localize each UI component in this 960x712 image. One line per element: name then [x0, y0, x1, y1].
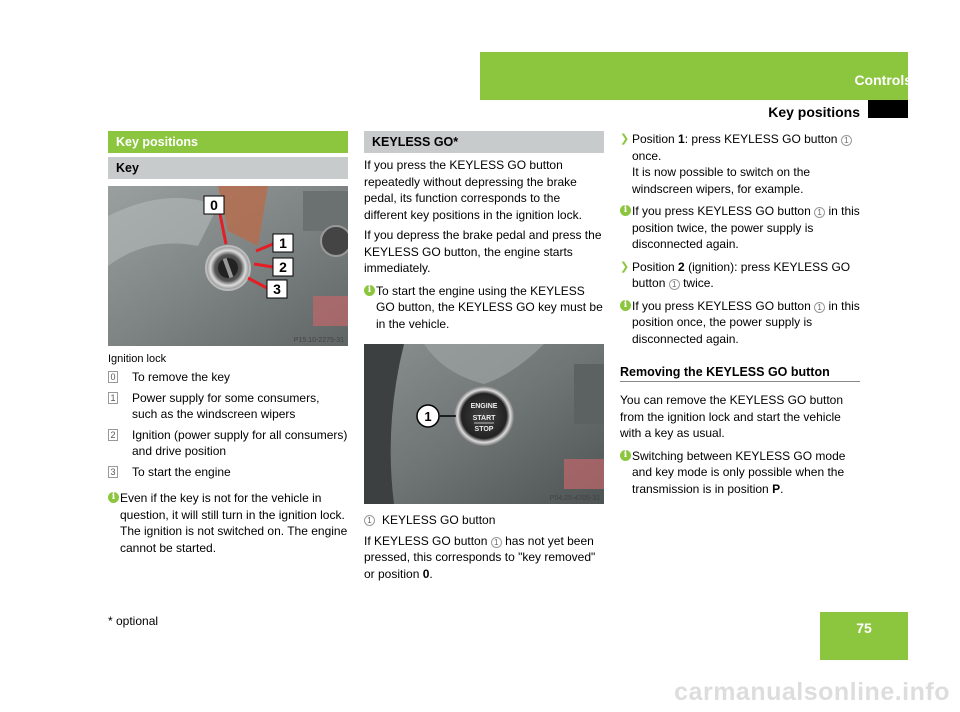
- legend-item: [108, 369, 348, 386]
- info-text: Even if the key is not for the vehicle in question, it will still turn in the ignition lock. The ignition is not switched on. The engine cannot be started.: [120, 491, 348, 555]
- photo-label-2: 2: [279, 259, 287, 275]
- paragraph: If KEYLESS GO button 1 has not yet been pressed, this corresponds to "key removed" or position 0.: [364, 533, 596, 581]
- header-marker: [868, 100, 908, 118]
- middle-column: [364, 131, 604, 582]
- info-note: [364, 283, 604, 333]
- section-title: Key positions: [108, 131, 348, 153]
- callout-circle: 1: [841, 135, 852, 146]
- photo-label-3: 3: [273, 281, 281, 297]
- callout-circle: 1: [669, 279, 680, 290]
- legend-key: 0: [108, 371, 118, 383]
- right-column: [620, 131, 860, 497]
- legend-text: To remove the key: [132, 370, 231, 384]
- header-title: Key positions: [768, 104, 860, 120]
- button-engine-text: ENGINE: [470, 403, 498, 410]
- left-column: [108, 131, 348, 556]
- button-start-text: START: [472, 415, 496, 422]
- step-arrow-icon: ❯: [620, 260, 630, 273]
- legend-key: 1: [108, 392, 118, 404]
- legend-item: [108, 427, 348, 460]
- info-note: [108, 490, 348, 556]
- header-band: [480, 52, 908, 100]
- legend-item: [364, 512, 604, 529]
- header-section: Controls: [854, 72, 912, 88]
- step-arrow-icon: ❯: [620, 133, 630, 145]
- step-item: ❯ Position 2 (ignition): press KEYLESS GO button 1 twice.: [620, 259, 851, 290]
- info-note: i If you press KEYLESS GO button 1 in this position twice, the power supply is disconnected again.: [620, 203, 860, 253]
- button-stop-text: STOP: [474, 426, 494, 433]
- legend-text: Power supply for some consumers, such as the windscreen wipers: [132, 390, 320, 421]
- info-text: To start the engine using the KEYLESS GO button, the KEYLESS GO key must be in the vehicle.: [376, 283, 603, 331]
- legend-text: Ignition (power supply for all consumers) and drive position: [132, 427, 348, 458]
- legend-key: 2: [108, 429, 118, 441]
- photo-callout-1: 1: [424, 409, 432, 424]
- section-title: KEYLESS GO*: [364, 131, 604, 153]
- info-icon: i: [364, 285, 375, 296]
- paragraph: If you depress the brake pedal and press the KEYLESS GO button, the engine starts immediately.: [364, 228, 602, 275]
- info-icon: i: [620, 450, 631, 461]
- keyless-go-photo: [364, 344, 604, 504]
- photo-label-1: 1: [279, 235, 287, 251]
- paragraph: If you press the KEYLESS GO button repeatedly without depressing the brake pedal, its function corresponds to the different key positions in the ignition lock.: [364, 158, 582, 222]
- photo-code: P54.25-4705-31: [549, 495, 600, 502]
- subheading: Removing the KEYLESS GO button: [620, 365, 860, 382]
- info-note: i If you press KEYLESS GO button 1 in this position once, the power supply is disconnected again.: [620, 298, 860, 348]
- step-item: ❯ Position 1: press KEYLESS GO button 1 once. It is now possible to switch on the windscreen wipers, for example.: [620, 131, 860, 197]
- callout-circle: 1: [814, 207, 825, 218]
- sub-title: Key: [108, 157, 348, 179]
- legend-text: To start the engine: [132, 464, 231, 479]
- legend-key: 3: [108, 466, 118, 478]
- paragraph: You can remove the KEYLESS GO button from the ignition lock and start the vehicle with a key as usual.: [620, 393, 844, 440]
- info-icon: i: [108, 492, 119, 503]
- photo-label-0: 0: [210, 197, 218, 213]
- photo-code: P15.10-2275-31: [293, 337, 344, 344]
- legend-text: KEYLESS GO button: [382, 513, 496, 527]
- footnote-optional: * optional: [108, 614, 159, 628]
- page-number: 75: [820, 612, 908, 660]
- info-note: i Switching between KEYLESS GO mode and key mode is only possible when the transmission is in position P.: [620, 448, 860, 498]
- callout-circle: 1: [814, 302, 825, 313]
- ignition-lock-image: [108, 186, 348, 346]
- info-icon: i: [620, 300, 631, 311]
- photo-caption: Ignition lock: [108, 353, 167, 365]
- ignition-lock-photo: [108, 186, 348, 346]
- callout-circle: 1: [364, 515, 375, 526]
- info-icon: i: [620, 205, 631, 216]
- callout-circle: 1: [491, 537, 502, 548]
- legend-item: [108, 390, 348, 423]
- keyless-go-image: [364, 344, 604, 504]
- watermark: carmanualsonline.info: [674, 678, 950, 706]
- legend-item: [108, 464, 348, 481]
